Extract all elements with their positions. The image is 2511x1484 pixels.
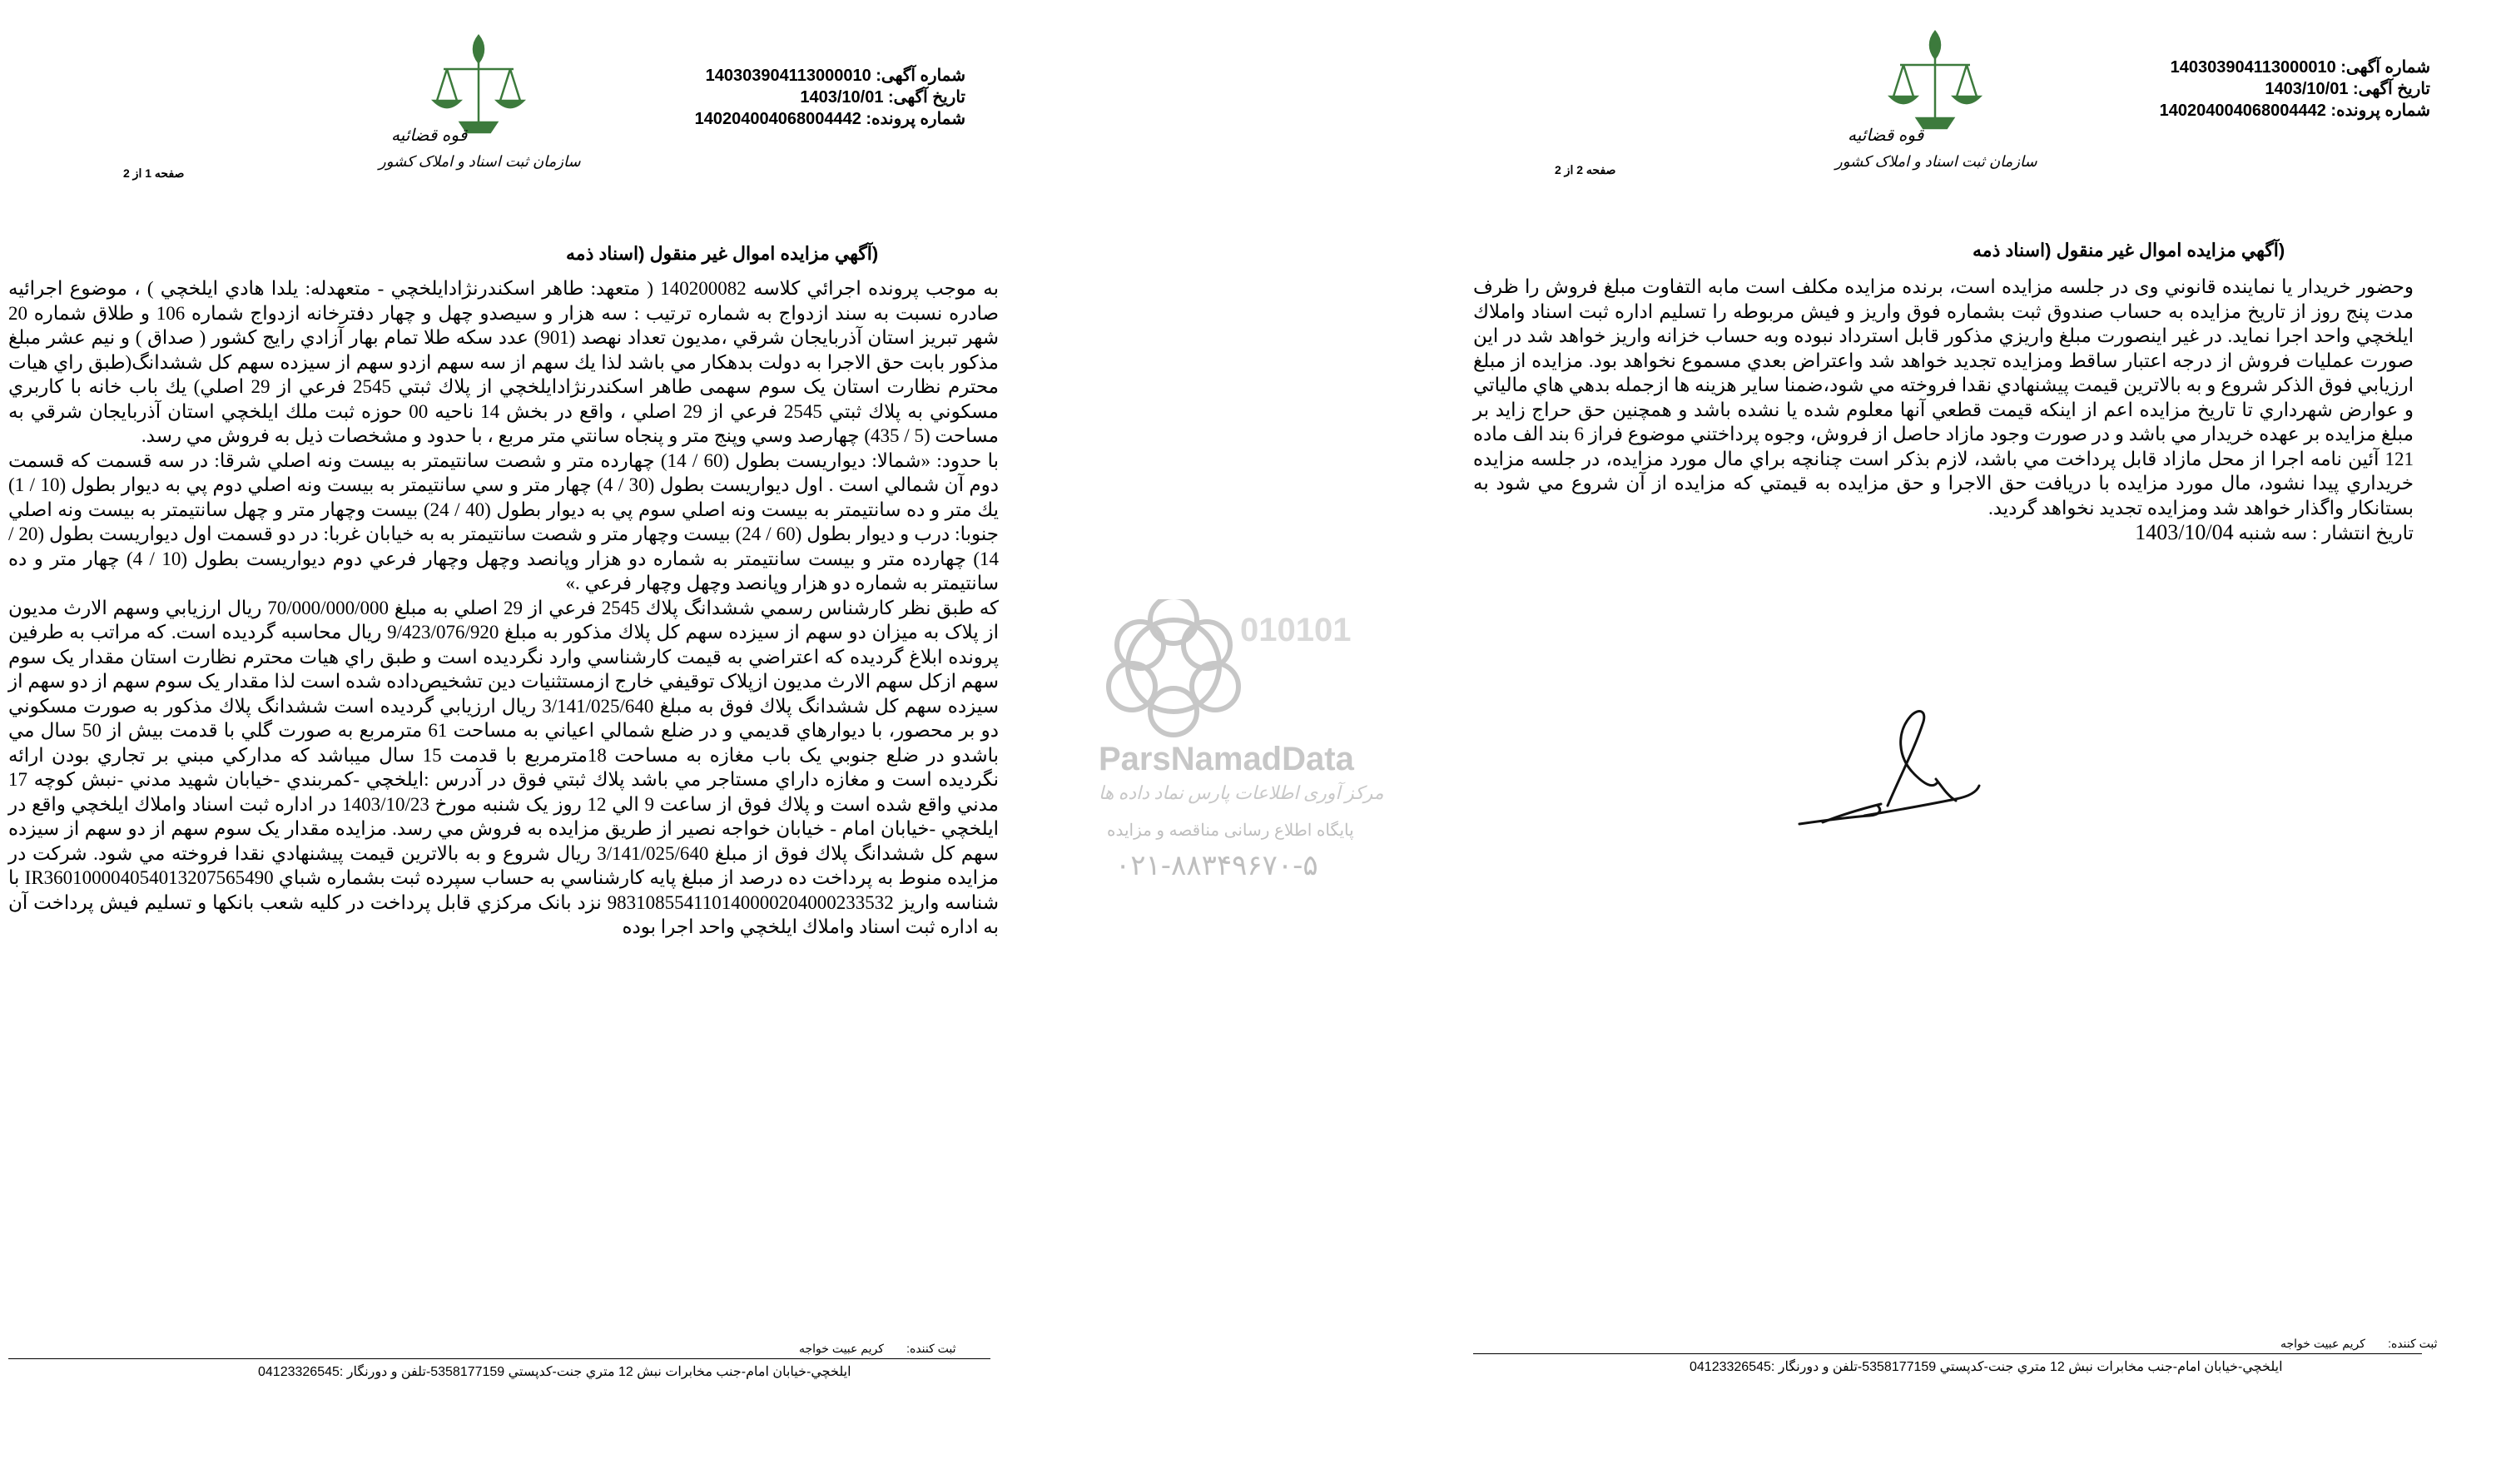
file-no: 140204004068004442 <box>2159 102 2326 120</box>
signature-icon <box>1789 699 1989 841</box>
watermark-phone: ۰۲۱-۸۸۳۴۹۶۷۰-۵ <box>1115 849 1318 882</box>
notice-no: 140303904113000010 <box>2170 58 2336 77</box>
notice-body <box>8 276 999 940</box>
notice-meta <box>2097 57 2430 122</box>
notice-date: 1403/10/01 <box>2265 80 2349 98</box>
notice-boundaries: با حدود: «شمالا: ديواريست بطول (60 / 14) چهارده متر و شصت سانتيمتر به بيست ونه اصلي شرقا: در سه قسمت كه قسمت دوم آن شمالي است . اول ديواريست بطول (30 / 4) چهار متر و سي سانتيمتر به بيست ونه اصلي دوم پي به ديوار بطول (10 / 1) يك متر و ده سانتيمتر به بيست ونه اصلي سوم پي به ديوار بطول (40 / 24) بيست وچهار متر و چهل سانتيمتر به بيست ونه اصلي جنوبا: درب و ديوار بطول (60 / 24) بيست وچهار متر و شصت سانتيمتر به به خيابان غربا: در دو قسمت اول ديواريست بطول (20 / 14) چهارده متر و بيست سانتيمتر به شماره دو هزار وپانصد وچهل وچهار فرعي دوم ديواريست بطول (10 / 4) چهار متر و ده سانتيمتر به شماره دو هزار وپانصد وچهل وچهار فرعي .» <box>8 449 1000 593</box>
watermark-digits: 010101 <box>1240 612 1352 648</box>
publish-line <box>1473 520 2414 546</box>
notice-meta <box>616 65 965 130</box>
org-line-2: سازمان ثبت اسناد و املاک کشور <box>1835 153 2037 170</box>
watermark-brand: ParsNamadData <box>1099 741 1354 777</box>
notice-page-2 <box>1432 0 2511 1484</box>
page-number: صفحه 2 از 2 <box>1555 163 1616 176</box>
footer-address: ايلخچي-خيابان امام-جنب مخابرات نبش 12 متري جنت-کدپستي 5358177159-تلفن و دورنگار :04123326545 <box>258 1365 851 1379</box>
file-no: 140204004068004442 <box>694 110 861 128</box>
publish-date: 1403/10/04 <box>2135 520 2234 544</box>
watermark <box>1082 599 1448 949</box>
footer-divider <box>8 1358 990 1359</box>
org-line-1: قوه قضائیه <box>391 127 468 145</box>
notice-date: 1403/10/01 <box>800 88 884 107</box>
org-line-2: سازمان ثبت اسناد و املاک کشور <box>379 153 581 170</box>
publish-label: تاريخ انتشار : سه شنبه <box>2238 523 2414 543</box>
watermark-tagline: مرکز آوری اطلاعات پارس نماد داده ها <box>1099 782 1384 803</box>
notice-title: (آگهي مزايده اموال غير منقول (اسناد ذمه <box>566 243 879 264</box>
footer-divider <box>1473 1353 2422 1354</box>
footer-address: ايلخچي-خيابان امام-جنب مخابرات نبش 12 متري جنت-کدپستي 5358177159-تلفن و دورنگار :04123326545 <box>1690 1360 2283 1374</box>
registrar-label: ثبت کننده: <box>2388 1337 2438 1350</box>
watermark-subtitle: پایگاه اطلاع رسانی مناقصه و مزایده <box>1107 821 1354 840</box>
notice-paragraph: به موجب پرونده اجرائي كلاسه 140200082 ( متعهد: طاهر اسكندرنژادايلخچي - متعهدله: يلدا هادي ايلخچي ) ، موضوع اجرائيه صادره نسبت به سند ازدواج به شماره ترتيب : سه هزار و سيصدو چهل و چهار دفترخانه ازدواج شماره 106 و طلاق شماره 20 شهر تبريز استان آذربايجان شرقي ،مديون تعداد نهصد (901) عدد سكه طلا تمام بهار آزادي رايج كشور ( صداق ) و نيم عشر مبلغ مذكور بابت حق الاجرا به دولت بدهكار مي باشد لذا يك سهم از سه سهم ازدو سهم از سيزده سهم كل ششدانگ(طبق راي هيات محترم نظارت استان يک سوم سهمی طاهر اسكندرنژادايلخچي از پلاك ثبتي 2545 فرعي از 29 اصلي) يك باب خانه با كاربري مسكوني به پلاك ثبتي 2545 فرعي از 29 اصلي ، واقع در بخش 14 ناحيه 00 حوزه ثبت ملك ايلخچي استان آذربايجان شرقي به مساحت (5 / 435) چهارصد وسي وپنج متر و پنجاه سانتي متر مربع ، با حدود و مشخصات ذيل به فروش مي رسد. <box>8 278 1000 446</box>
registrar-name: کريم عبيت خواجه <box>799 1342 884 1355</box>
judiciary-emblem-icon <box>429 29 529 204</box>
registrar <box>799 1342 956 1356</box>
notice-valuation: كه طبق نظر كارشناس رسمي ششدانگ پلاك 2545 فرعي از 29 اصلي به مبلغ 70/000/000/000 ريال ارزيابي وسهم الارث مديون از پلاک به ميزان دو سهم از سيزده سهم كل پلاك مذكور به مبلغ 9/423/076/920 ريال محاسبه گرديده است. كه مراتب به طرفين پرونده ابلاغ گرديده كه اعتراضي به قيمت كارشناسي وارد نگرديده است و طبق راي هيات محترم نظارت استان مقدار يک سوم سهم ازکل سهم الارث مديون ازپلاک توقيفي خارج ازمستثنيات دين تشخيص‌داده شده است لذا مقدار يک سوم سهم از دو سهم از سيزده سهم كل ششدانگ پلاك فوق به مبلغ 3/141/025/640 ريال ارزيابي گرديده است ششدانگ پلاك مذكور به صورت مسكوني دو بر محصور، با ديوارهاي قديمي و در ضلع شمالي اعياني به مساحت 61 مترمربع به صورت گلي با قدمت بيش از 50 سال مي باشدو در ضلع جنوبي يک باب مغازه به مساحت 18مترمربع با قدمت 15 سال ميباشد كه مداركي مبني بر تجاري بودن ارائه نگرديده است و مغازه داراي مستاجر مي باشد پلاك ثبتي فوق در آدرس :ايلخچي -كمربندي -خيابان شهيد مدني -نبش كوچه 17 مدني واقع شده است و پلاك فوق از ساعت 9 الي 12 روز يک شنبه مورخ 1403/10/23 در اداره ثبت اسناد واملاك ايلخچي واقع در ايلخچي -خيابان امام - خيابان خواجه نصير از طريق مزايده به فروش مي رسد. مزايده مقدار يک سوم سهم از دو سهم از سيزده سهم كل ششدانگ پلاك فوق از مبلغ 3/141/025/640 ريال شروع و به بالاترين قيمت پيشنهادي نقدا فروخته مي شود. شركت در مزايده منوط به پرداخت ده درصد از مبلغ پايه كارشناسي به حساب سپرده ثبت بشماره شباي IR360100004054013207565490 با شناسه واريز 983108554110140000204000233532 نزد بانک مركزي قابل پرداخت در كليه شعب بانكها و تسليم فيش پرداخت آن به اداره ثبت اسناد واملاك ايلخچي واحد اجرا بوده <box>8 597 1000 937</box>
org-line-1: قوه قضائیه <box>1848 127 1924 145</box>
file-no-label: شماره پرونده: <box>866 110 965 128</box>
registrar <box>2280 1337 2438 1351</box>
notice-date-label: تاریخ آگهی: <box>888 88 965 107</box>
file-no-label: شماره پرونده: <box>2330 102 2430 120</box>
notice-title: (آگهي مزايده اموال غير منقول (اسناد ذمه <box>1973 240 2285 261</box>
notice-no-label: شماره آگهی: <box>876 67 965 85</box>
judiciary-emblem-icon <box>1885 25 1985 200</box>
notice-no: 140303904113000010 <box>705 67 871 85</box>
notice-body <box>1473 275 2414 546</box>
page-number: صفحه 1 از 2 <box>123 166 185 180</box>
notice-no-label: شماره آگهی: <box>2340 58 2430 77</box>
registrar-name: کريم عبيت خواجه <box>2280 1337 2365 1350</box>
notice-paragraph: وحضور خريدار يا نماينده قانوني وى در جلسه مزايده است، برنده مزايده مكلف است مابه التفاوت مبلغ فروش را ظرف مدت پنج روز از تاريخ مزايده به حساب صندوق ثبت بشماره فوق واريز و فيش مربوطه را تسليم اداره ثبت اسناد واملاك ايلخچي واحد اجرا نمايد. در غير اينصورت مبلغ واريزي مذكور قابل استرداد نبوده وبه حساب خزانه واريز خواهد شد در اين صورت عمليات فروش از درجه اعتبار ساقط ومزايده تجديد خواهد شد واعتراض بعدي مسموع نخواهد بود. مزايده از مبلغ ارزيابي فوق الذكر شروع و به بالاترين قيمت پيشنهادي نقدا فروخته مي شود،ضمنا ساير هزينه ها ازجمله بدهي هاي مالياتي و عوارض شهرداري تا تاريخ مزايده اعم از اينكه قيمت قطعي آنها معلوم شده يا نشده باشد و همچنين حق حراج زايد بر مبلغ مزايده بر عهده خريدار مي باشد و در صورت وجود مازاد حاصل از فروش، وجوه پرداختني موضوع فراز 6 بند الف ماده 121 آئين نامه اجرا از محل مازاد قابل پرداخت مي باشد، لازم بذكر است چنانچه براي مال مورد مزايده، در جلسه مزايده خريداري پيدا نشود، مال مورد مزايده با دريافت حق الاجرا و حق مزايده به قيمتي كه مزايده از آن شروع مي شود به بستانكار واگذار خواهد شد ومزايده تجديد نخواهد گرديد. <box>1473 276 2414 519</box>
registrar-label: ثبت کننده: <box>906 1342 956 1355</box>
notice-date-label: تاریخ آگهی: <box>2353 80 2430 98</box>
